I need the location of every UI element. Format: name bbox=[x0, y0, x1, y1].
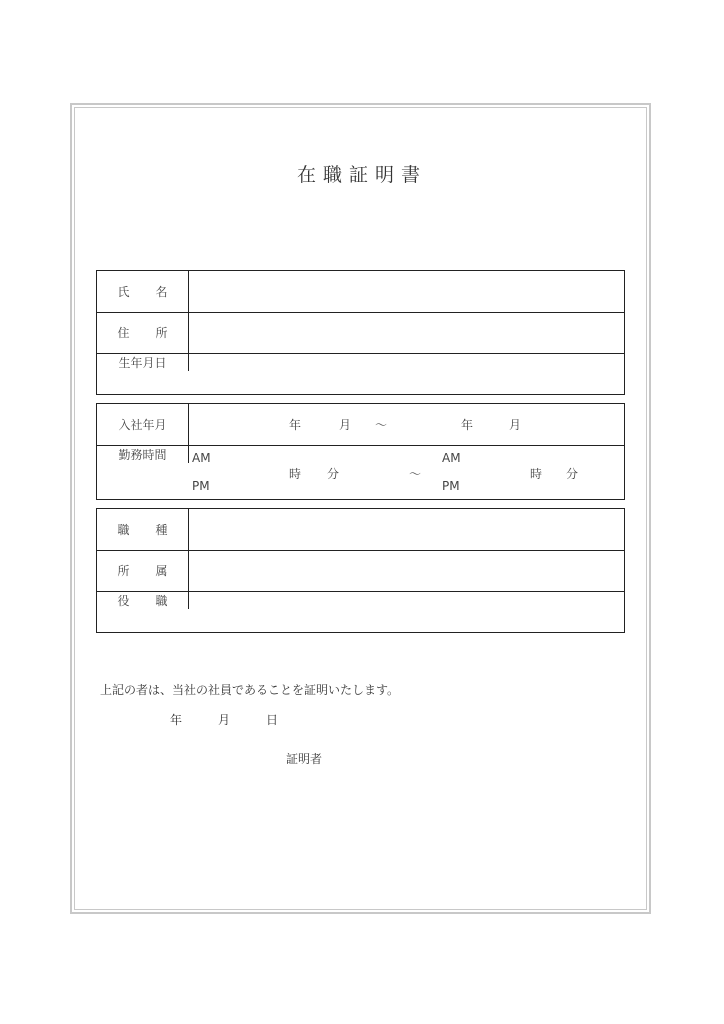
row-work-hours bbox=[97, 446, 624, 493]
label-name: 氏 名 bbox=[97, 271, 189, 312]
personal-info-table bbox=[96, 270, 625, 395]
date-month-unit: 月 bbox=[218, 713, 231, 727]
row-join-date bbox=[97, 404, 624, 446]
work-hours-field[interactable] bbox=[189, 446, 624, 493]
row-job-title bbox=[97, 592, 624, 609]
certifier-label: 証明者 bbox=[286, 752, 323, 766]
row-department bbox=[97, 551, 624, 593]
join-month1-unit: 月 bbox=[339, 418, 352, 432]
position-table bbox=[96, 508, 625, 633]
birthdate-field[interactable] bbox=[189, 354, 624, 371]
start-am: AM bbox=[192, 450, 211, 465]
label-work-hours: 勤務時間 bbox=[97, 446, 189, 463]
join-tilde: 〜 bbox=[375, 418, 388, 432]
label-job-title: 役 職 bbox=[97, 592, 189, 609]
join-year2-unit: 年 bbox=[461, 418, 474, 432]
row-address bbox=[97, 313, 624, 355]
hours-tilde: 〜 bbox=[409, 466, 422, 481]
department-field[interactable] bbox=[189, 551, 624, 592]
job-title-field[interactable] bbox=[189, 592, 624, 609]
join-date-field[interactable] bbox=[189, 404, 624, 445]
address-field[interactable] bbox=[189, 313, 624, 354]
label-birthdate: 生年月日 bbox=[97, 354, 189, 371]
job-type-field[interactable] bbox=[189, 509, 624, 550]
start-hour-unit: 時 bbox=[289, 466, 302, 481]
start-minute-unit: 分 bbox=[327, 466, 340, 481]
document-title: 在職証明書 bbox=[296, 164, 427, 186]
end-hour-unit: 時 bbox=[530, 466, 543, 481]
row-job-type bbox=[97, 509, 624, 551]
date-day-unit: 日 bbox=[266, 713, 279, 727]
name-field[interactable] bbox=[189, 271, 624, 312]
certification-statement: 上記の者は、当社の社員であることを証明いたします。 bbox=[100, 683, 400, 697]
label-job-type: 職 種 bbox=[97, 509, 189, 550]
label-address: 住 所 bbox=[97, 313, 189, 354]
employment-table bbox=[96, 403, 625, 500]
join-month2-unit: 月 bbox=[509, 418, 522, 432]
end-am: AM bbox=[442, 450, 461, 465]
start-pm: PM bbox=[192, 478, 210, 493]
end-minute-unit: 分 bbox=[566, 466, 579, 481]
label-join-date: 入社年月 bbox=[97, 404, 189, 445]
date-year-unit: 年 bbox=[170, 713, 183, 727]
row-birthdate bbox=[97, 354, 624, 371]
join-year1-unit: 年 bbox=[289, 418, 302, 432]
row-name bbox=[97, 271, 624, 313]
end-pm: PM bbox=[442, 478, 460, 493]
label-department: 所 属 bbox=[97, 551, 189, 592]
